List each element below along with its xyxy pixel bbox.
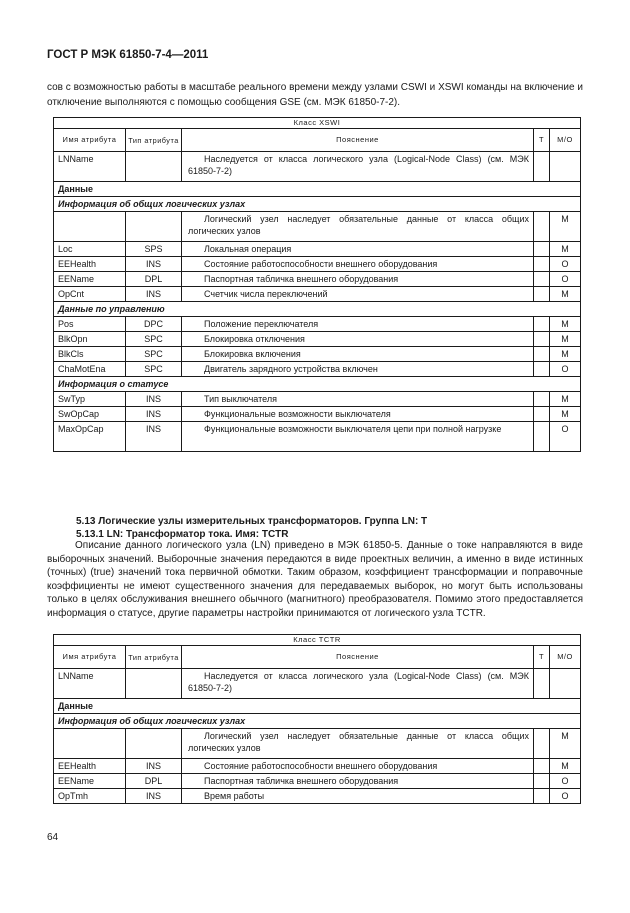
- table-row: [54, 287, 581, 302]
- page-header: ГОСТ Р МЭК 61850-7-4—2011: [47, 49, 209, 61]
- attr-type-cell: INS: [126, 392, 182, 407]
- section-title: Данные: [54, 182, 581, 197]
- attr-type-cell: DPC: [126, 317, 182, 332]
- attr-desc-cell: [182, 347, 534, 362]
- attr-mo-cell: М: [550, 729, 581, 759]
- col-header-desc: Пояснение: [182, 129, 534, 152]
- intro-paragraph: сов с возможностью работы в масштабе реального времени между узлами CSWI и XSWI команды на включение и отключение выполняются с помощью сообщения GSE (см. МЭК 61850-7-2).: [47, 82, 583, 108]
- attr-t-cell: [534, 332, 550, 347]
- class-title-row: [54, 118, 581, 129]
- attr-mo-cell: М: [550, 317, 581, 332]
- xswi-attribute-table: [53, 117, 581, 452]
- attr-name-cell: ChaMotEna: [54, 362, 126, 377]
- attr-desc-text: Функциональные возможности выключателя цепи при полной нагрузке: [204, 424, 502, 434]
- attr-desc-text: Состояние работоспособности внешнего оборудования: [204, 259, 438, 269]
- attr-desc-cell: [182, 212, 534, 242]
- attr-desc-cell: [182, 392, 534, 407]
- attr-mo-cell: М: [550, 212, 581, 242]
- attr-desc-text: Паспортная табличка внешнего оборудования: [204, 274, 399, 284]
- attr-t-cell: [534, 392, 550, 407]
- attr-mo-cell: М: [550, 407, 581, 422]
- attr-type-cell: INS: [126, 759, 182, 774]
- attr-type-cell: INS: [126, 287, 182, 302]
- column-header-row: [54, 129, 581, 152]
- attr-mo-cell: М: [550, 759, 581, 774]
- attr-mo-cell: О: [550, 422, 581, 452]
- attr-type-cell: [126, 212, 182, 242]
- attr-t-cell: [534, 272, 550, 287]
- attr-name-cell: EEHealth: [54, 257, 126, 272]
- attr-name-cell: [54, 212, 126, 242]
- attr-desc-text: Наследуется от класса логического узла (Logical-Node Class) (см. МЭК 61850-7-2): [188, 671, 529, 693]
- section-row: [54, 377, 581, 392]
- page-number: 64: [47, 832, 59, 843]
- table-row: [54, 152, 581, 182]
- attr-desc-cell: [182, 759, 534, 774]
- attr-desc-cell: [182, 332, 534, 347]
- attr-mo-cell: [550, 152, 581, 182]
- attr-name-cell: BlkCls: [54, 347, 126, 362]
- attr-t-cell: [534, 407, 550, 422]
- attr-t-cell: [534, 669, 550, 699]
- attr-name-cell: OpCnt: [54, 287, 126, 302]
- attr-desc-cell: [182, 774, 534, 789]
- attr-mo-cell: М: [550, 347, 581, 362]
- class-title-row: [54, 635, 581, 646]
- attr-t-cell: [534, 789, 550, 804]
- section-row: [54, 182, 581, 197]
- table-row: [54, 242, 581, 257]
- attr-type-cell: SPC: [126, 332, 182, 347]
- tctr-description-paragraph: [47, 539, 583, 620]
- attr-type-cell: INS: [126, 407, 182, 422]
- attr-type-cell: [126, 669, 182, 699]
- attr-t-cell: [534, 362, 550, 377]
- attr-t-cell: [534, 774, 550, 789]
- table-row: [54, 759, 581, 774]
- attr-t-cell: [534, 347, 550, 362]
- attr-name-cell: EEName: [54, 774, 126, 789]
- attr-name-cell: OpTmh: [54, 789, 126, 804]
- col-header-t: Т: [534, 129, 550, 152]
- attr-desc-cell: [182, 362, 534, 377]
- section-row: [54, 197, 581, 212]
- attr-desc-text: Блокировка включения: [204, 349, 301, 359]
- attr-name-cell: SwOpCap: [54, 407, 126, 422]
- class-title: Класс XSWI: [54, 118, 581, 129]
- attr-desc-text: Логический узел наследует обязательные данные от класса общих логических узлов: [188, 731, 529, 753]
- attr-type-cell: SPS: [126, 242, 182, 257]
- table-row: [54, 317, 581, 332]
- table-row: [54, 407, 581, 422]
- attr-type-cell: INS: [126, 789, 182, 804]
- table-row: [54, 362, 581, 377]
- attr-type-cell: DPL: [126, 272, 182, 287]
- section-title: Информация о статусе: [54, 377, 581, 392]
- table-row: [54, 257, 581, 272]
- attr-type-cell: SPC: [126, 347, 182, 362]
- attr-desc-text: Наследуется от класса логического узла (Logical-Node Class) (см. МЭК 61850-7-2): [188, 154, 529, 176]
- attr-mo-cell: М: [550, 287, 581, 302]
- attr-desc-cell: [182, 669, 534, 699]
- attr-name-cell: BlkOpn: [54, 332, 126, 347]
- attr-t-cell: [534, 257, 550, 272]
- attr-name-cell: Loc: [54, 242, 126, 257]
- attr-type-cell: [126, 729, 182, 759]
- attr-mo-cell: М: [550, 392, 581, 407]
- table-row: [54, 332, 581, 347]
- attr-desc-text: Паспортная табличка внешнего оборудования: [204, 776, 399, 786]
- table-row: [54, 789, 581, 804]
- attr-t-cell: [534, 317, 550, 332]
- attr-desc-cell: [182, 407, 534, 422]
- attr-desc-cell: [182, 272, 534, 287]
- attr-type-cell: INS: [126, 422, 182, 452]
- attr-mo-cell: О: [550, 272, 581, 287]
- col-header-mo: М/О: [550, 646, 581, 669]
- table-row: [54, 347, 581, 362]
- attr-desc-text: Тип выключателя: [204, 394, 277, 404]
- attr-desc-text: Положение переключателя: [204, 319, 319, 329]
- attr-name-cell: EEName: [54, 272, 126, 287]
- attr-name-cell: LNName: [54, 669, 126, 699]
- tctr-attribute-table: [53, 634, 581, 804]
- table-row: [54, 212, 581, 242]
- col-header-type: Тип атрибута: [126, 129, 182, 152]
- attr-desc-text: Локальная операция: [204, 244, 292, 254]
- attr-desc-cell: [182, 317, 534, 332]
- attr-t-cell: [534, 212, 550, 242]
- table-row: [54, 392, 581, 407]
- attr-desc-cell: [182, 257, 534, 272]
- attr-mo-cell: М: [550, 332, 581, 347]
- attr-name-cell: [54, 729, 126, 759]
- class-title: Класс TCTR: [54, 635, 581, 646]
- attr-type-cell: SPC: [126, 362, 182, 377]
- attr-desc-cell: [182, 242, 534, 257]
- attr-desc-cell: [182, 152, 534, 182]
- attr-t-cell: [534, 242, 550, 257]
- attr-type-cell: DPL: [126, 774, 182, 789]
- attr-type-cell: [126, 152, 182, 182]
- attr-mo-cell: О: [550, 257, 581, 272]
- section-heading-5-13-1: 5.13.1 LN: Трансформатор тока. Имя: TCTR: [76, 529, 289, 540]
- section-row: [54, 714, 581, 729]
- attr-name-cell: LNName: [54, 152, 126, 182]
- col-header-desc: Пояснение: [182, 646, 534, 669]
- attr-desc-text: Состояние работоспособности внешнего оборудования: [204, 761, 438, 771]
- attr-t-cell: [534, 729, 550, 759]
- attr-mo-cell: [550, 669, 581, 699]
- table-row: [54, 669, 581, 699]
- attr-desc-text: Логический узел наследует обязательные данные от класса общих логических узлов: [188, 214, 529, 236]
- section-row: [54, 302, 581, 317]
- table-row: [54, 774, 581, 789]
- attr-name-cell: SwTyp: [54, 392, 126, 407]
- section-heading-5-13: 5.13 Логические узлы измерительных трансформаторов. Группа LN: T: [76, 516, 428, 527]
- attr-t-cell: [534, 759, 550, 774]
- col-header-t: Т: [534, 646, 550, 669]
- attr-desc-text: Функциональные возможности выключателя: [204, 409, 391, 419]
- section-title: Информация об общих логических узлах: [54, 197, 581, 212]
- col-header-name: Имя атрибута: [54, 646, 126, 669]
- attr-name-cell: MaxOpCap: [54, 422, 126, 452]
- section-title: Данные: [54, 699, 581, 714]
- table-row: [54, 422, 581, 452]
- attr-t-cell: [534, 152, 550, 182]
- attr-desc-text: Двигатель зарядного устройства включен: [204, 364, 378, 374]
- attr-t-cell: [534, 287, 550, 302]
- column-header-row: [54, 646, 581, 669]
- table-row: [54, 729, 581, 759]
- attr-desc-cell: [182, 422, 534, 452]
- attr-mo-cell: О: [550, 789, 581, 804]
- attr-t-cell: [534, 422, 550, 452]
- section-title: Данные по управлению: [54, 302, 581, 317]
- attr-desc-cell: [182, 729, 534, 759]
- attr-mo-cell: О: [550, 362, 581, 377]
- attr-desc-text: Блокировка отключения: [204, 334, 305, 344]
- tctr-description-text: Описание данного логического узла (LN) приведено в МЭК 61850-5. Данные о токе направляются в виде выборочных значений. Выборочные значения передаются в виде проектных величин, а именно в виде истинных (точных) (true) значений тока первичной обмотки. Таким образом, коэффициент трансформации и поправочные коэффициенты не имеют существенного значения для передаваемых выборок, но могут быть использованы только в целях обслуживания внешнего обычного (магнитного) преобразователя. Помимо этого предоставляется информация о статусе, другие параметры настройки принимаются от логического узла TCTR.: [47, 540, 583, 619]
- section-title: Информация об общих логических узлах: [54, 714, 581, 729]
- col-header-name: Имя атрибута: [54, 129, 126, 152]
- attr-mo-cell: О: [550, 774, 581, 789]
- col-header-type: Тип атрибута: [126, 646, 182, 669]
- attr-name-cell: EEHealth: [54, 759, 126, 774]
- col-header-mo: М/О: [550, 129, 581, 152]
- attr-mo-cell: М: [550, 242, 581, 257]
- table-row: [54, 272, 581, 287]
- attr-name-cell: Pos: [54, 317, 126, 332]
- attr-desc-text: Время работы: [204, 791, 265, 801]
- attr-desc-cell: [182, 287, 534, 302]
- section-row: [54, 699, 581, 714]
- attr-desc-cell: [182, 789, 534, 804]
- attr-type-cell: INS: [126, 257, 182, 272]
- attr-desc-text: Счетчик числа переключений: [204, 289, 328, 299]
